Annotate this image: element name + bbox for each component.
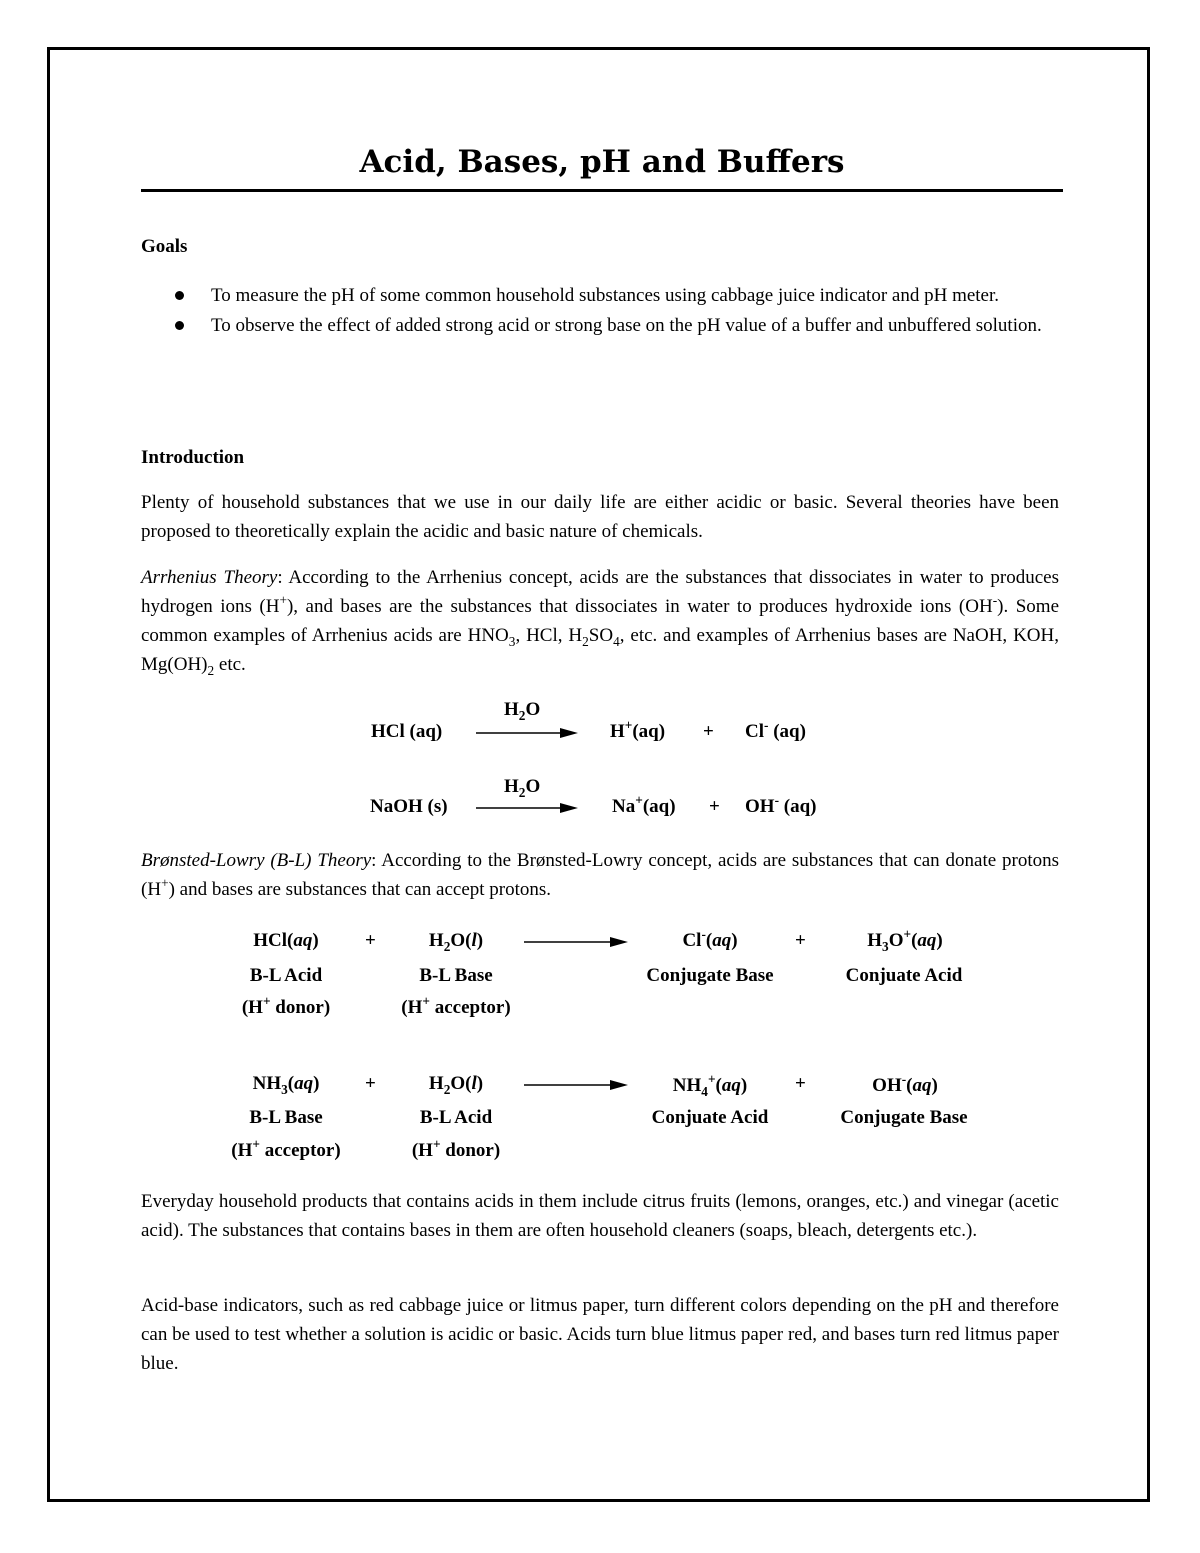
- indicators-paragraph: Acid-base indicators, such as red cabbage juice or litmus paper, turn different colors depending on the pH and therefore can be used to test whether a solution is acidic or basic. Acids turn blue litmus paper red, and bases turn red litmus paper blue.: [141, 1295, 1059, 1374]
- bl2-plus-1: +: [365, 1073, 376, 1094]
- bl2-role-1: B-L Base: [249, 1107, 323, 1128]
- eq1-product-2: Cl- (aq): [745, 717, 806, 742]
- bullet-icon: [175, 291, 184, 300]
- eq2-plus: +: [709, 796, 720, 817]
- bl1-product-1: Cl-(aq): [682, 926, 738, 951]
- bl1-desc-1: (H+ donor): [241, 993, 331, 1018]
- list-item: To measure the pH of some common household substances using cabbage juice indicator and pH meter.: [141, 281, 1059, 310]
- eq1-arrow-icon: [476, 726, 578, 740]
- bl1-role-3: Conjugate Base: [646, 965, 774, 986]
- bl1-reactant-2: $H_2O(l)$: [428, 930, 484, 954]
- bl2-role-2: B-L Acid: [419, 1107, 493, 1128]
- bl1-desc-2: (H+ acceptor): [401, 993, 511, 1018]
- bl2-plus-2: +: [795, 1073, 806, 1094]
- bl1-role-2: B-L Base: [419, 965, 493, 986]
- arrhenius-paragraph: Arrhenius Theory: According to the Arrhenius concept, acids are the substances that dissociates in water to produces hydrogen ions (H+), and bases are the substances that dissociates in water to produces hydroxide ions (OH-). Some common examples of Arrhenius acids are $HNO_3$, HCl, $H_2SO_4$, etc. and examples of Arrhenius bases are NaOH, KOH, $Mg(OH)_2$ etc.: [141, 567, 1059, 678]
- introduction-heading: Introduction: [141, 447, 245, 468]
- bl1-role-4: Conjuate Acid: [845, 965, 963, 986]
- page-border: [47, 47, 1150, 1502]
- eq1-over-arrow: $H_2O$: [504, 699, 541, 723]
- bl2-desc-2: (H+ donor): [411, 1136, 501, 1161]
- bronsted-lowry-paragraph: Brønsted-Lowry (B-L) Theory: According to the Brønsted-Lowry concept, acids are substances that can donate protons (H+) and bases are substances that can accept protons.: [141, 850, 1059, 900]
- bl1-product-2: $H_3O^+(aq)$: [867, 926, 943, 954]
- bl2-reactant-1: $NH_3(aq)$: [252, 1073, 320, 1097]
- eq2-product-2: OH- (aq): [745, 792, 817, 817]
- eq2-product-1: Na+(aq): [612, 792, 676, 817]
- bl1-role-1: B-L Acid: [249, 965, 323, 986]
- bullet-icon: [175, 321, 184, 330]
- page-title: Acid, Bases, pH and Buffers: [359, 144, 845, 180]
- bl2-reactant-2: $H_2O(l)$: [428, 1073, 484, 1097]
- bl2-product-2: OH-(aq): [872, 1071, 938, 1096]
- bl2-role-3: Conjuate Acid: [651, 1107, 769, 1128]
- bl2-desc-1: (H+ acceptor): [231, 1136, 341, 1161]
- bl1-arrow-icon: [524, 935, 628, 949]
- eq1-product-1: H+(aq): [610, 717, 666, 742]
- bl1-plus-1: +: [365, 930, 376, 951]
- bl2-role-4: Conjugate Base: [840, 1107, 968, 1128]
- eq1-reactant: HCl (aq): [371, 721, 443, 742]
- bl2-arrow-icon: [524, 1078, 628, 1092]
- list-item: To observe the effect of added strong acid or strong base on the pH value of a buffer and unbuffered solution.: [141, 311, 1059, 340]
- household-paragraph: Everyday household products that contains acids in them include citrus fruits (lemons, oranges, etc.) and vinegar (acetic acid). The substances that contains bases in them are often household cleaners (soaps, bleach, detergents etc.).: [141, 1191, 1059, 1241]
- intro-paragraph: Plenty of household substances that we use in our daily life are either acidic or basic. Several theories have been proposed to theoretically explain the acidic and basic nature of chemicals.: [141, 492, 1059, 542]
- eq2-arrow-icon: [476, 801, 578, 815]
- goals-list: [141, 281, 1059, 341]
- eq1-plus: +: [703, 721, 714, 742]
- bl2-product-1: $NH_4^+(aq)$: [672, 1071, 748, 1099]
- eq2-over-arrow: $H_2O$: [504, 776, 541, 800]
- goals-heading: Goals: [141, 236, 188, 257]
- bl1-reactant-1: HCl(aq): [253, 930, 319, 951]
- eq2-reactant: NaOH (s): [370, 796, 448, 817]
- bl1-plus-2: +: [795, 930, 806, 951]
- title-rule: [141, 189, 1063, 192]
